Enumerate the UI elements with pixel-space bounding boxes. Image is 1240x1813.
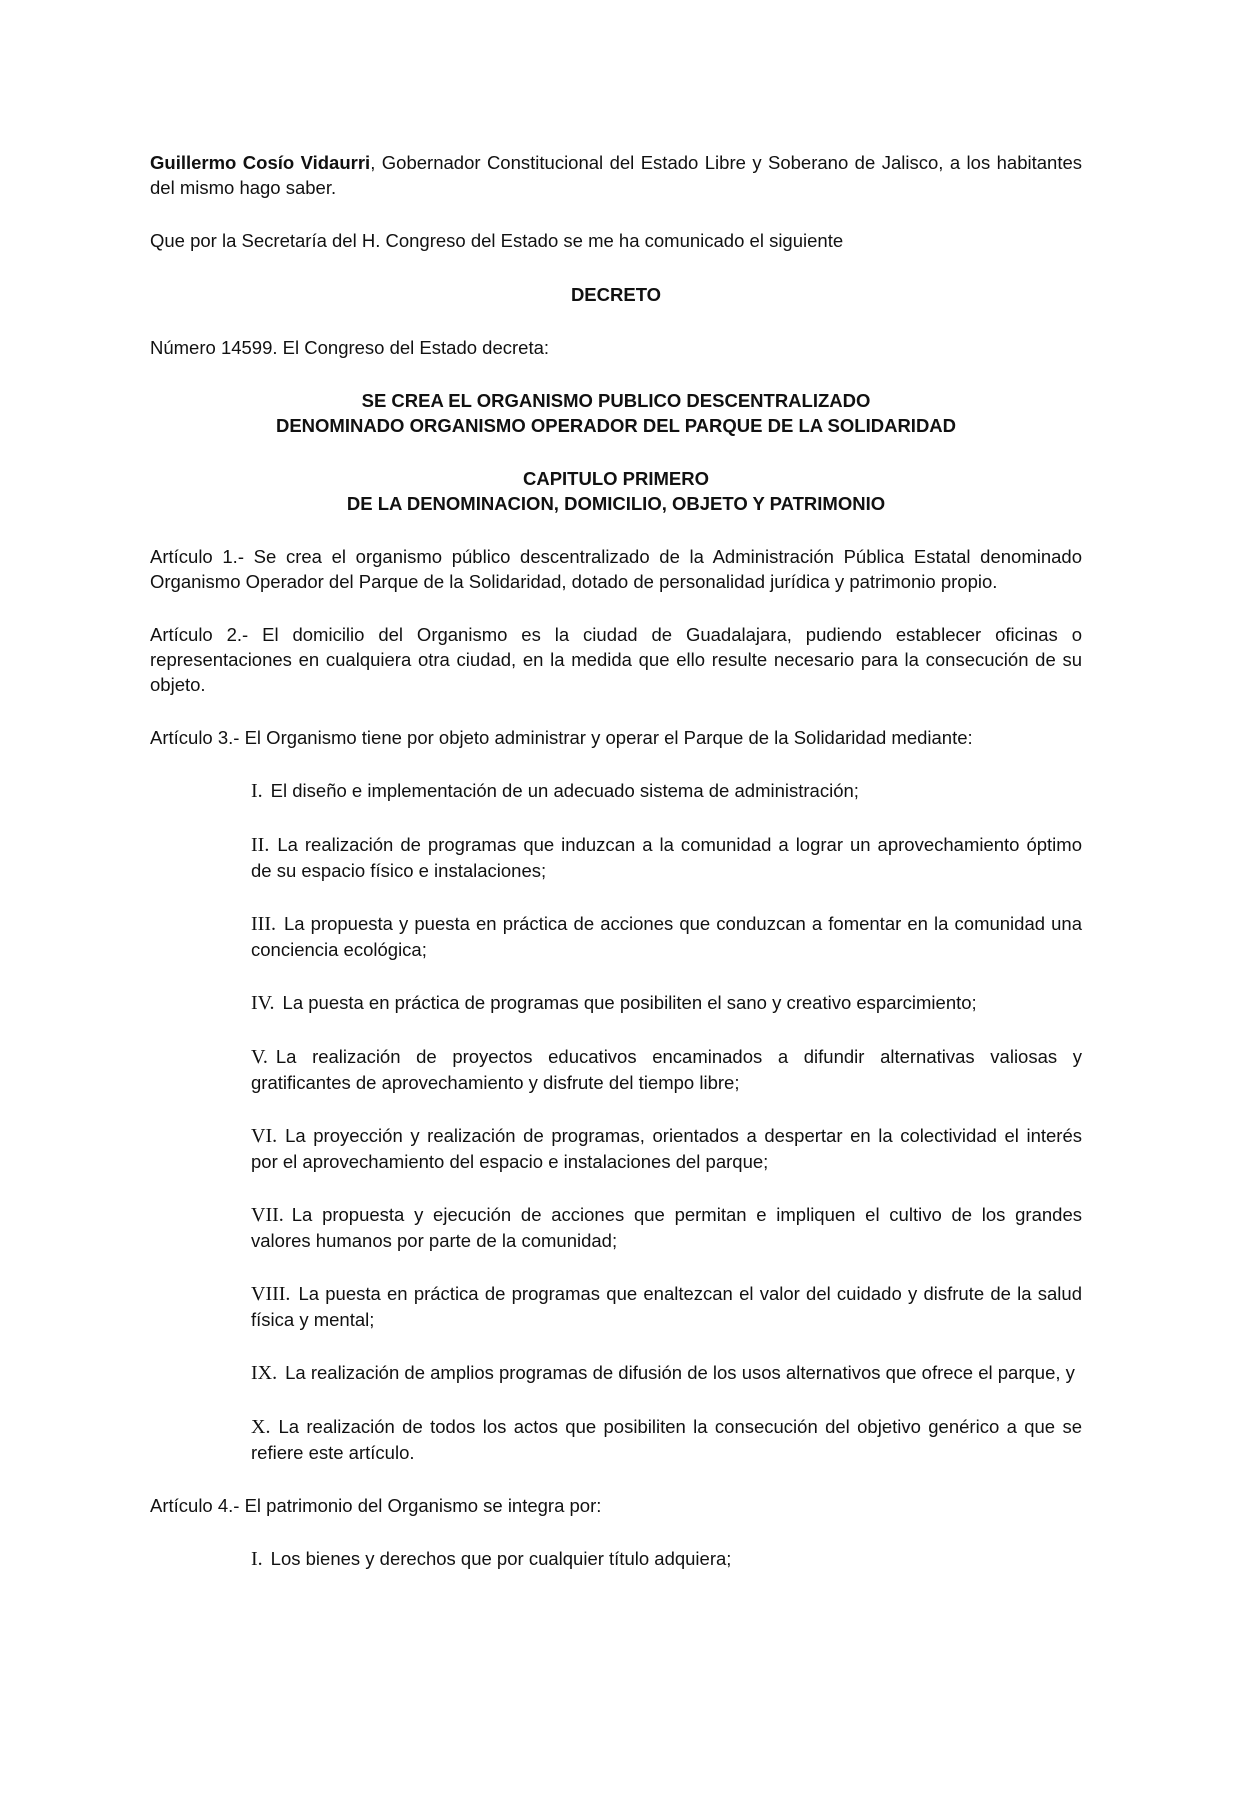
fraccion-numeral: VIII. — [251, 1283, 291, 1305]
article-4: Artículo 4.- El patrimonio del Organismo se integra por: — [150, 1495, 602, 1516]
governor-name: Guillermo Cosío Vidaurri — [150, 152, 371, 173]
secretaria-paragraph: Que por la Secretaría del H. Congreso del Estado se me ha comunicado el siguiente — [150, 230, 844, 251]
fraccion-text: La puesta en práctica de programas que posibiliten el sano y creativo esparcimiento; — [282, 992, 977, 1013]
list-item — [150, 990, 1082, 1016]
fraccion-numeral: I. — [251, 780, 263, 802]
list-item — [150, 1123, 1082, 1174]
article-3: Artículo 3.- El Organismo tiene por objeto administrar y operar el Parque de la Solidaridad mediante: — [150, 727, 973, 748]
article-3-fracciones — [150, 778, 1082, 1465]
decree-title-line-2: DENOMINADO ORGANISMO OPERADOR DEL PARQUE DE LA SOLIDARIDAD — [275, 415, 957, 436]
fraccion-text: La puesta en práctica de programas que enaltezcan el valor del cuidado y disfrute de la salud física y mental; — [251, 1283, 1082, 1330]
chapter-heading — [150, 466, 1082, 516]
list-item — [150, 1044, 1082, 1095]
list-item — [150, 778, 1082, 804]
fraccion-text: La realización de programas que induzcan a la comunidad a lograr un aprovechamiento óptimo de su espacio físico e instalaciones; — [251, 834, 1082, 881]
intro-text: , Gobernador Constitucional del Estado Libre y Soberano de Jalisco, a los habitantes del mismo hago saber. — [150, 152, 1083, 198]
list-item — [150, 1414, 1082, 1465]
fraccion-text: La realización de proyectos educativos encaminados a difundir alternativas valiosas y gratificantes de aprovechamiento y disfrute del tiempo libre; — [251, 1046, 1082, 1093]
decreto-heading: DECRETO — [570, 284, 662, 305]
article-4-fracciones — [150, 1546, 1082, 1572]
fraccion-numeral: X. — [251, 1416, 271, 1438]
list-item — [150, 1202, 1082, 1253]
list-item — [150, 1546, 1082, 1572]
fraccion-numeral: IV. — [251, 992, 275, 1014]
decree-title-line-1: SE CREA EL ORGANISMO PUBLICO DESCENTRALIZADO — [361, 390, 871, 411]
list-item — [150, 911, 1082, 962]
fraccion-numeral: II. — [251, 834, 270, 856]
article-1: Artículo 1.- Se crea el organismo público descentralizado de la Administración Pública Estatal denominado Organismo Operador del Parque de la Solidaridad, dotado de personalidad jurídica y patrimonio propio. — [150, 546, 1082, 592]
list-item — [150, 1281, 1082, 1332]
fraccion-text: La propuesta y ejecución de acciones que permitan e impliquen el cultivo de los grandes valores humanos por parte de la comunidad; — [251, 1204, 1082, 1251]
fraccion-numeral: V. — [251, 1046, 268, 1068]
intro-paragraph — [150, 150, 1082, 200]
article-2: Artículo 2.- El domicilio del Organismo es la ciudad de Guadalajara, pudiendo establecer oficinas o representaciones en cualquiera otra ciudad, en la medida que ello resulte necesario para la consecución de su objeto. — [150, 624, 1082, 695]
fraccion-numeral: I. — [251, 1548, 263, 1570]
decree-title — [150, 388, 1082, 438]
fraccion-text: El diseño e implementación de un adecuado sistema de administración; — [270, 780, 859, 801]
fraccion-numeral: III. — [251, 913, 276, 935]
fraccion-text: La realización de todos los actos que posibiliten la consecución del objetivo genérico a que se refiere este artículo. — [251, 1416, 1082, 1463]
fraccion-text: La propuesta y puesta en práctica de acciones que conduzcan a fomentar en la comunidad una conciencia ecológica; — [251, 913, 1082, 960]
chapter-heading-line-1: CAPITULO PRIMERO — [522, 468, 710, 489]
fraccion-text: La proyección y realización de programas, orientados a despertar en la colectividad el interés por el aprovechamiento del espacio e instalaciones del parque; — [251, 1125, 1082, 1172]
fraccion-text: La realización de amplios programas de difusión de los usos alternativos que ofrece el parque, y — [285, 1362, 1075, 1383]
list-item — [150, 832, 1082, 883]
fraccion-text: Los bienes y derechos que por cualquier título adquiera; — [270, 1548, 732, 1569]
chapter-heading-line-2: DE LA DENOMINACION, DOMICILIO, OBJETO Y PATRIMONIO — [346, 493, 886, 514]
fraccion-numeral: VI. — [251, 1125, 278, 1147]
fraccion-numeral: VII. — [251, 1204, 284, 1226]
decree-number: Número 14599. El Congreso del Estado decreta: — [150, 337, 550, 358]
list-item — [150, 1360, 1082, 1386]
fraccion-numeral: IX. — [251, 1362, 278, 1384]
